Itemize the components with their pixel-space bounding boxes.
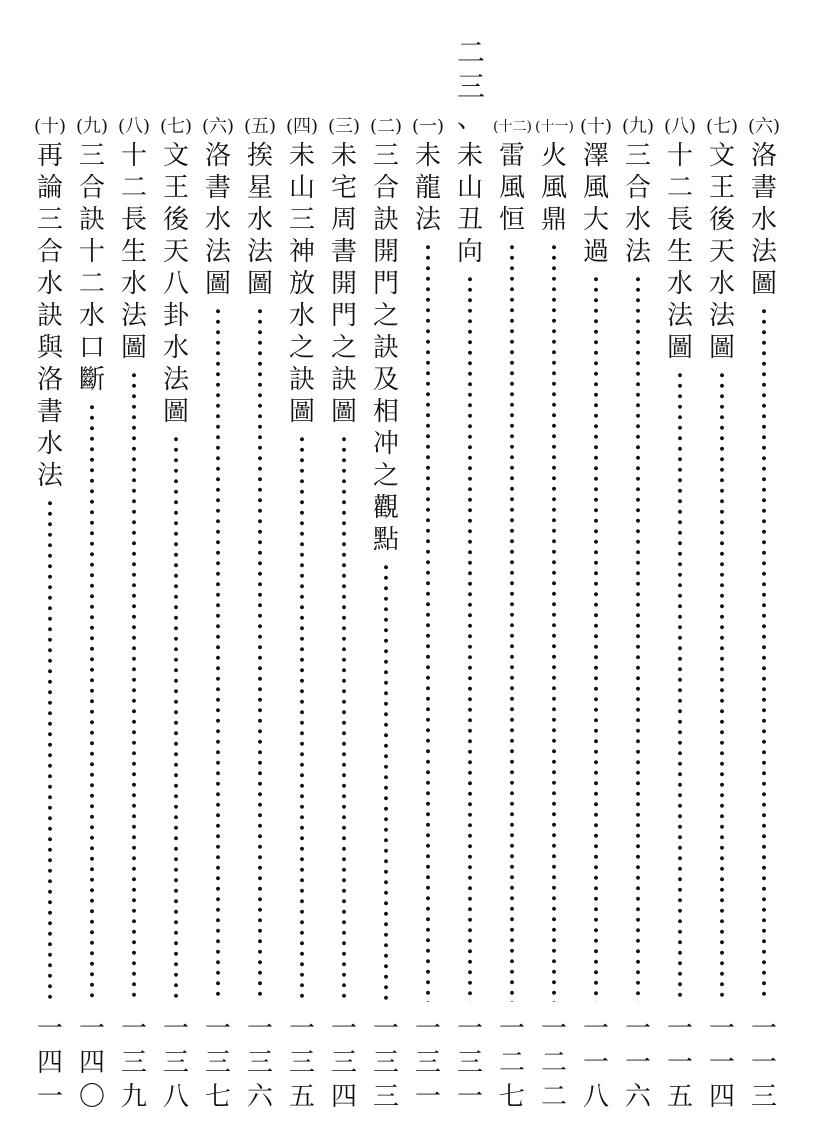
entry-title-char: 洛 xyxy=(204,141,231,171)
toc-entry[interactable] xyxy=(491,0,533,1128)
entry-title-char: 合 xyxy=(624,173,651,203)
toc-entry[interactable] xyxy=(323,0,365,1128)
page-number-char: 一 xyxy=(204,1014,231,1044)
entry-title-char: 點 xyxy=(372,525,399,555)
entry-title-char: 未 xyxy=(330,141,357,171)
entry-title-char: 門 xyxy=(330,301,357,331)
entry-title-char: 合 xyxy=(78,173,105,203)
entry-title-char: 訣 xyxy=(330,365,357,395)
page-number-char: 一 xyxy=(498,1014,525,1044)
leader-dots xyxy=(676,370,684,1002)
entry-title-char: 三 xyxy=(78,141,105,171)
entry-title xyxy=(701,140,743,364)
entry-title-char: 後 xyxy=(708,205,735,235)
entry-title-char: 未 xyxy=(288,141,315,171)
entry-page-number xyxy=(155,1012,197,1114)
entry-title-char: 水 xyxy=(666,269,693,299)
page-number-char: 三 xyxy=(330,1048,357,1078)
entry-marker: (九) xyxy=(621,116,655,137)
page-number-char: 四 xyxy=(78,1048,105,1078)
entry-page-number xyxy=(701,1012,743,1114)
toc-entry[interactable] xyxy=(197,0,239,1128)
entry-title-char: 三 xyxy=(36,205,63,235)
entry-title-char: 卦 xyxy=(162,301,189,331)
entry-title-char: 大 xyxy=(582,205,609,235)
entry-title-char: 法 xyxy=(414,205,441,235)
page-number-char: 一 xyxy=(708,1014,735,1044)
page-number-char: 五 xyxy=(666,1082,693,1112)
section-number-char: 二 xyxy=(456,36,485,69)
toc-entry[interactable] xyxy=(71,0,113,1128)
entry-title-char: 洛 xyxy=(750,141,777,171)
entry-title-char: 未 xyxy=(456,141,483,171)
entry-title-char: 火 xyxy=(540,141,567,171)
leader-dots xyxy=(172,434,180,1002)
entry-title xyxy=(617,140,659,268)
page-number-char: 七 xyxy=(498,1082,525,1112)
entry-marker: (六) xyxy=(201,116,235,137)
leader-dots xyxy=(592,274,600,1002)
leader-dots xyxy=(382,562,390,1002)
toc-entry[interactable] xyxy=(617,0,659,1128)
entry-title-char: 三 xyxy=(372,141,399,171)
page-number-char: 二 xyxy=(498,1048,525,1078)
entry-title-char: 挨 xyxy=(246,141,273,171)
entry-title-char: 十 xyxy=(666,141,693,171)
entry-marker: (一) xyxy=(411,116,445,137)
leader-dots xyxy=(256,306,264,1002)
entry-marker: (二) xyxy=(369,116,403,137)
page-number-char: 一 xyxy=(120,1014,147,1044)
page-number-char: 一 xyxy=(750,1014,777,1044)
page-number-char: 一 xyxy=(414,1082,441,1112)
entry-marker: (八) xyxy=(117,116,151,137)
entry-marker: (四) xyxy=(285,116,319,137)
entry-page-number xyxy=(29,1012,71,1114)
entry-title-char: 十 xyxy=(120,141,147,171)
entry-title-char: 水 xyxy=(750,205,777,235)
page-number-char: 一 xyxy=(36,1082,63,1112)
entry-title-char: 王 xyxy=(708,173,735,203)
entry-marker: (六) xyxy=(747,116,781,137)
entry-title-char: 書 xyxy=(204,173,231,203)
page-number-char: 四 xyxy=(330,1082,357,1112)
entry-title xyxy=(575,140,617,268)
entry-title xyxy=(449,140,491,268)
entry-page-number xyxy=(743,1012,785,1114)
entry-title-char: 訣 xyxy=(78,205,105,235)
entry-title-char: 圖 xyxy=(120,333,147,363)
entry-title-char: 圖 xyxy=(750,269,777,299)
entry-title-char: 訣 xyxy=(372,205,399,235)
entry-title-char: 鼎 xyxy=(540,205,567,235)
leader-dots xyxy=(466,274,474,1002)
entry-title-char: 水 xyxy=(120,269,147,299)
entry-title-char: 之 xyxy=(372,461,399,491)
entry-title-char: 丑 xyxy=(456,205,483,235)
entry-title-char: 未 xyxy=(414,141,441,171)
entry-title-char: 與 xyxy=(36,333,63,363)
page-number-char: 六 xyxy=(246,1082,273,1112)
entry-title-char: 風 xyxy=(540,173,567,203)
section-separator: 、 xyxy=(456,104,483,134)
page-number-char: 一 xyxy=(246,1014,273,1044)
entry-title-char: 之 xyxy=(288,333,315,363)
entry-title-char: 放 xyxy=(288,269,315,299)
entry-title-char: 雷 xyxy=(498,141,525,171)
toc-entry[interactable] xyxy=(743,0,785,1128)
entry-page-number xyxy=(323,1012,365,1114)
entry-title-char: 書 xyxy=(36,397,63,427)
leader-dots xyxy=(298,434,306,1002)
entry-page-number xyxy=(239,1012,281,1114)
entry-title-char: 圖 xyxy=(708,333,735,363)
toc-entry[interactable] xyxy=(113,0,155,1128)
page-number-char: 一 xyxy=(624,1048,651,1078)
entry-title-char: 三 xyxy=(288,205,315,235)
entry-title-char: 生 xyxy=(120,237,147,267)
entry-title-char: 星 xyxy=(246,173,273,203)
entry-title-char: 圖 xyxy=(204,269,231,299)
entry-title-char: 水 xyxy=(36,269,63,299)
toc-entry[interactable] xyxy=(239,0,281,1128)
entry-title-char: 水 xyxy=(204,205,231,235)
leader-dots xyxy=(88,402,96,1002)
entry-title-char: 二 xyxy=(78,269,105,299)
entry-title-char: 圖 xyxy=(246,269,273,299)
toc-entry[interactable] xyxy=(575,0,617,1128)
toc-entry[interactable] xyxy=(29,0,71,1128)
entry-page-number xyxy=(113,1012,155,1114)
entry-title-char: 水 xyxy=(162,333,189,363)
entry-title-char: 訣 xyxy=(372,333,399,363)
page-number-char: 七 xyxy=(204,1082,231,1112)
entry-title-char: 水 xyxy=(708,269,735,299)
entry-title-char: 天 xyxy=(708,237,735,267)
leader-dots xyxy=(718,370,726,1002)
page-number-char: 三 xyxy=(750,1082,777,1112)
leader-dots xyxy=(550,242,558,1002)
entry-title-char: 王 xyxy=(162,173,189,203)
entry-title xyxy=(239,140,281,300)
page-number-char: 一 xyxy=(624,1014,651,1044)
page-number-char: 一 xyxy=(372,1014,399,1044)
entry-title-char: 及 xyxy=(372,365,399,395)
entry-title-char: 法 xyxy=(36,461,63,491)
entry-title xyxy=(113,140,155,364)
entry-title xyxy=(533,140,575,236)
entry-title-char: 龍 xyxy=(414,173,441,203)
entry-marker: (九) xyxy=(75,116,109,137)
toc-entry[interactable] xyxy=(281,0,323,1128)
page-number-char: 一 xyxy=(750,1048,777,1078)
entry-title-char: 風 xyxy=(498,173,525,203)
leader-dots xyxy=(760,306,768,1002)
entry-title-char: 水 xyxy=(288,301,315,331)
page-number-char: 一 xyxy=(666,1014,693,1044)
leader-dots xyxy=(340,434,348,1002)
page-number-char: 一 xyxy=(708,1048,735,1078)
entry-title-char: 法 xyxy=(624,237,651,267)
entry-title xyxy=(407,140,449,236)
entry-title-char: 過 xyxy=(582,237,609,267)
page-number-char: 三 xyxy=(246,1048,273,1078)
toc-entry[interactable] xyxy=(701,0,743,1128)
leader-dots xyxy=(634,274,642,1002)
entry-title-char: 訣 xyxy=(288,365,315,395)
page-number-char: 一 xyxy=(582,1014,609,1044)
page-number-char: 三 xyxy=(162,1048,189,1078)
page-number-char: 三 xyxy=(456,1048,483,1078)
entry-title-char: 開 xyxy=(372,237,399,267)
entry-marker: (十一) xyxy=(535,119,574,135)
entry-title-char: 冲 xyxy=(372,429,399,459)
entry-title-char: 之 xyxy=(330,333,357,363)
entry-title-char: 法 xyxy=(750,237,777,267)
entry-title xyxy=(197,140,239,300)
entry-title xyxy=(71,140,113,396)
page-number-char: 三 xyxy=(372,1048,399,1078)
entry-title-char: 文 xyxy=(708,141,735,171)
entry-page-number xyxy=(659,1012,701,1114)
entry-title-char: 八 xyxy=(162,269,189,299)
entry-page-number xyxy=(71,1012,113,1114)
entry-title-char: 書 xyxy=(750,173,777,203)
leader-dots xyxy=(46,498,54,1002)
entry-title xyxy=(155,140,197,428)
toc-entry[interactable] xyxy=(407,0,449,1128)
leader-dots xyxy=(508,242,516,1002)
page-number-char: 三 xyxy=(120,1048,147,1078)
page-number-char: 四 xyxy=(708,1082,735,1112)
toc-entry[interactable] xyxy=(155,0,197,1128)
page-number-char: 一 xyxy=(36,1014,63,1044)
entry-title xyxy=(29,140,71,492)
entry-title-char: 法 xyxy=(708,301,735,331)
entry-title-char: 神 xyxy=(288,237,315,267)
entry-page-number xyxy=(533,1012,575,1114)
page-number-char: 一 xyxy=(288,1014,315,1044)
toc-entry[interactable] xyxy=(533,0,575,1128)
entry-title-char: 長 xyxy=(666,205,693,235)
entry-title-char: 長 xyxy=(120,205,147,235)
entry-title-char: 周 xyxy=(330,205,357,235)
page-number-char: 一 xyxy=(540,1014,567,1044)
section-number-char: 三 xyxy=(456,70,485,103)
entry-title-char: 山 xyxy=(456,173,483,203)
entry-title-char: 後 xyxy=(162,205,189,235)
entry-title-char: 山 xyxy=(288,173,315,203)
entry-title-char: 水 xyxy=(78,301,105,331)
entry-page-number xyxy=(617,1012,659,1114)
page-number-char: 八 xyxy=(582,1082,609,1112)
entry-page-number xyxy=(281,1012,323,1114)
entry-page-number xyxy=(407,1012,449,1114)
entry-title-char: 天 xyxy=(162,237,189,267)
page-number-char: 三 xyxy=(372,1082,399,1112)
leader-dots xyxy=(214,306,222,1002)
entry-marker: (七) xyxy=(705,116,739,137)
entry-title-char: 圖 xyxy=(162,397,189,427)
page-number-char: 九 xyxy=(120,1082,147,1112)
entry-title-char: 之 xyxy=(372,301,399,331)
entry-title-char: 口 xyxy=(78,333,105,363)
page-number-char: 一 xyxy=(330,1014,357,1044)
entry-title-char: 書 xyxy=(330,237,357,267)
entry-title xyxy=(743,140,785,300)
entry-title-char: 圖 xyxy=(330,397,357,427)
entry-title-char: 合 xyxy=(372,173,399,203)
entry-title-char: 水 xyxy=(624,205,651,235)
entry-marker: (五) xyxy=(243,116,277,137)
entry-title-char: 二 xyxy=(120,173,147,203)
entry-title-char: 圖 xyxy=(666,333,693,363)
entry-page-number xyxy=(449,1012,491,1114)
entry-title-char: 論 xyxy=(36,173,63,203)
entry-title-char: 法 xyxy=(162,365,189,395)
toc-entry[interactable] xyxy=(449,0,491,1128)
page-number-char: 一 xyxy=(78,1014,105,1044)
entry-title-char: 開 xyxy=(330,269,357,299)
entry-title xyxy=(365,140,407,556)
entry-title-char: 恒 xyxy=(498,205,525,235)
entry-title-char: 法 xyxy=(666,301,693,331)
entry-title-char: 水 xyxy=(36,429,63,459)
page-number-char: 一 xyxy=(162,1014,189,1044)
page-number-char: 二 xyxy=(540,1048,567,1078)
entry-title-char: 門 xyxy=(372,269,399,299)
entry-marker: (八) xyxy=(663,116,697,137)
page-number-char: 三 xyxy=(414,1048,441,1078)
page-number-char: 四 xyxy=(36,1048,63,1078)
entry-page-number xyxy=(365,1012,407,1114)
entry-title-char: 風 xyxy=(582,173,609,203)
entry-title-char: 訣 xyxy=(36,301,63,331)
entry-title-char: 法 xyxy=(246,237,273,267)
entry-title xyxy=(659,140,701,364)
entry-title-char: 生 xyxy=(666,237,693,267)
page-number-char: 三 xyxy=(204,1048,231,1078)
entry-title-char: 合 xyxy=(36,237,63,267)
toc-entry[interactable] xyxy=(365,0,407,1128)
page-number-char: 八 xyxy=(162,1082,189,1112)
entry-title-char: 觀 xyxy=(372,493,399,523)
entry-title-char: 相 xyxy=(372,397,399,427)
page-number-char: 一 xyxy=(666,1048,693,1078)
entry-title-char: 法 xyxy=(120,301,147,331)
page-number-char: 三 xyxy=(288,1048,315,1078)
entry-title xyxy=(491,140,533,236)
entry-title-char: 向 xyxy=(456,237,483,267)
entry-title-char: 法 xyxy=(204,237,231,267)
leader-dots xyxy=(424,242,432,1002)
entry-title-char: 文 xyxy=(162,141,189,171)
entry-marker: (十) xyxy=(33,116,67,137)
entry-title-char: 宅 xyxy=(330,173,357,203)
toc-entry[interactable] xyxy=(659,0,701,1128)
entry-marker: (三) xyxy=(327,116,361,137)
entry-marker: (十) xyxy=(579,116,613,137)
entry-page-number xyxy=(491,1012,533,1114)
entry-title-char: 斷 xyxy=(78,365,105,395)
entry-title xyxy=(323,140,365,428)
entry-title-char: 二 xyxy=(666,173,693,203)
page-number-char: 二 xyxy=(540,1082,567,1112)
page-number-char: 一 xyxy=(582,1048,609,1078)
entry-title-char: 洛 xyxy=(36,365,63,395)
entry-page-number xyxy=(197,1012,239,1114)
entry-title-char: 澤 xyxy=(582,141,609,171)
entry-title-char: 十 xyxy=(78,237,105,267)
entry-title-char: 三 xyxy=(624,141,651,171)
entry-title xyxy=(281,140,323,428)
entry-page-number xyxy=(575,1012,617,1114)
entry-title-char: 圖 xyxy=(288,397,315,427)
page-number-char: 〇 xyxy=(78,1082,105,1112)
page-number-char: 五 xyxy=(288,1082,315,1112)
leader-dots xyxy=(130,370,138,1002)
page-number-char: 一 xyxy=(456,1014,483,1044)
entry-title-char: 水 xyxy=(246,205,273,235)
page-number-char: 六 xyxy=(624,1082,651,1112)
entry-marker: (七) xyxy=(159,116,193,137)
entry-marker: (十二) xyxy=(493,119,532,135)
page-number-char: 一 xyxy=(456,1082,483,1112)
page-number-char: 一 xyxy=(414,1014,441,1044)
entry-title-char: 再 xyxy=(36,141,63,171)
